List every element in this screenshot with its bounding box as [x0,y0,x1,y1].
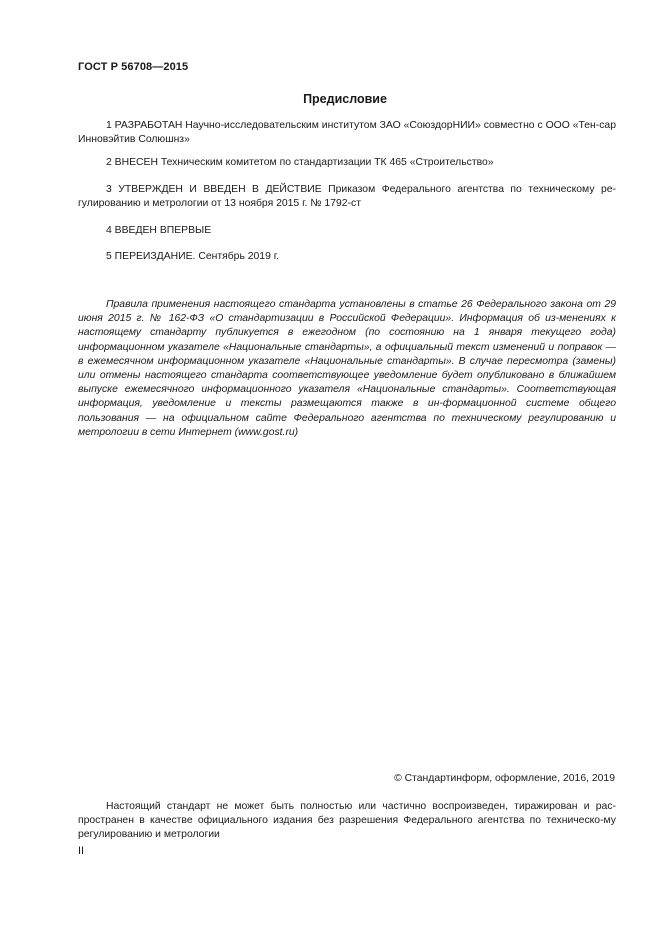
foreword-item-1: 1 РАЗРАБОТАН Научно-исследовательским институтом ЗАО «СоюздорНИИ» совместно с ООО «Тен-сар Инновэйтив Солюшнз» [78,120,616,146]
copyright-line: © Стандартинформ, оформление, 2016, 2019 [394,773,615,784]
reproduction-restriction-note: Настоящий стандарт не может быть полностью или частично воспроизведен, тиражирован и рас-пространен в качестве официального издания без разрешения Федерального агентства по техническо-му регулированию и метрологии [78,801,616,841]
document-id-header: ГОСТ Р 56708—2015 [78,61,189,73]
foreword-item-4: 4 ВВЕДЕН ВПЕРВЫЕ [106,225,212,236]
application-rules-notice: Правила применения настоящего стандарта установлены в статье 26 Федерального закона от 29 июня 2015 г. № 162-ФЗ «О стандартизации в Российской Федерации». Информация об из-менениях к настоящему стандарту публикуется в ежегодном (по состоянию на 1 января текущего года) информационном указателе «Национальные стандарты», а официальный текст изменений и поправок — в ежемесячном информационном указателе «Национальные стандарты». В случае пересмотра (замены) или отмены настоящего стандарта соответствующее уведомление будет опубликовано в ближайшем выпуске ежемесячного информационного указателя «Национальные стандарты». Соответствующая информация, уведомление и тексты размещаются также в ин-формационной системе общего пользования — на официальном сайте Федерального агентства по техническому регулированию и метрологии в сети Интернет (www.gost.ru) [78,299,616,438]
foreword-item-5: 5 ПЕРЕИЗДАНИЕ. Сентябрь 2019 г. [106,251,280,262]
page-number: II [78,845,85,857]
foreword-item-2: 2 ВНЕСЕН Техническим комитетом по стандартизации ТК 465 «Строительство» [106,157,494,168]
foreword-item-3: 3 УТВЕРЖДЕН И ВВЕДЕН В ДЕЙСТВИЕ Приказом Федерального агентства по техническому ре-гулированию и метрологии от 13 ноября 2015 г. № 1792-ст [78,184,616,210]
section-title: Предисловие [303,92,387,106]
